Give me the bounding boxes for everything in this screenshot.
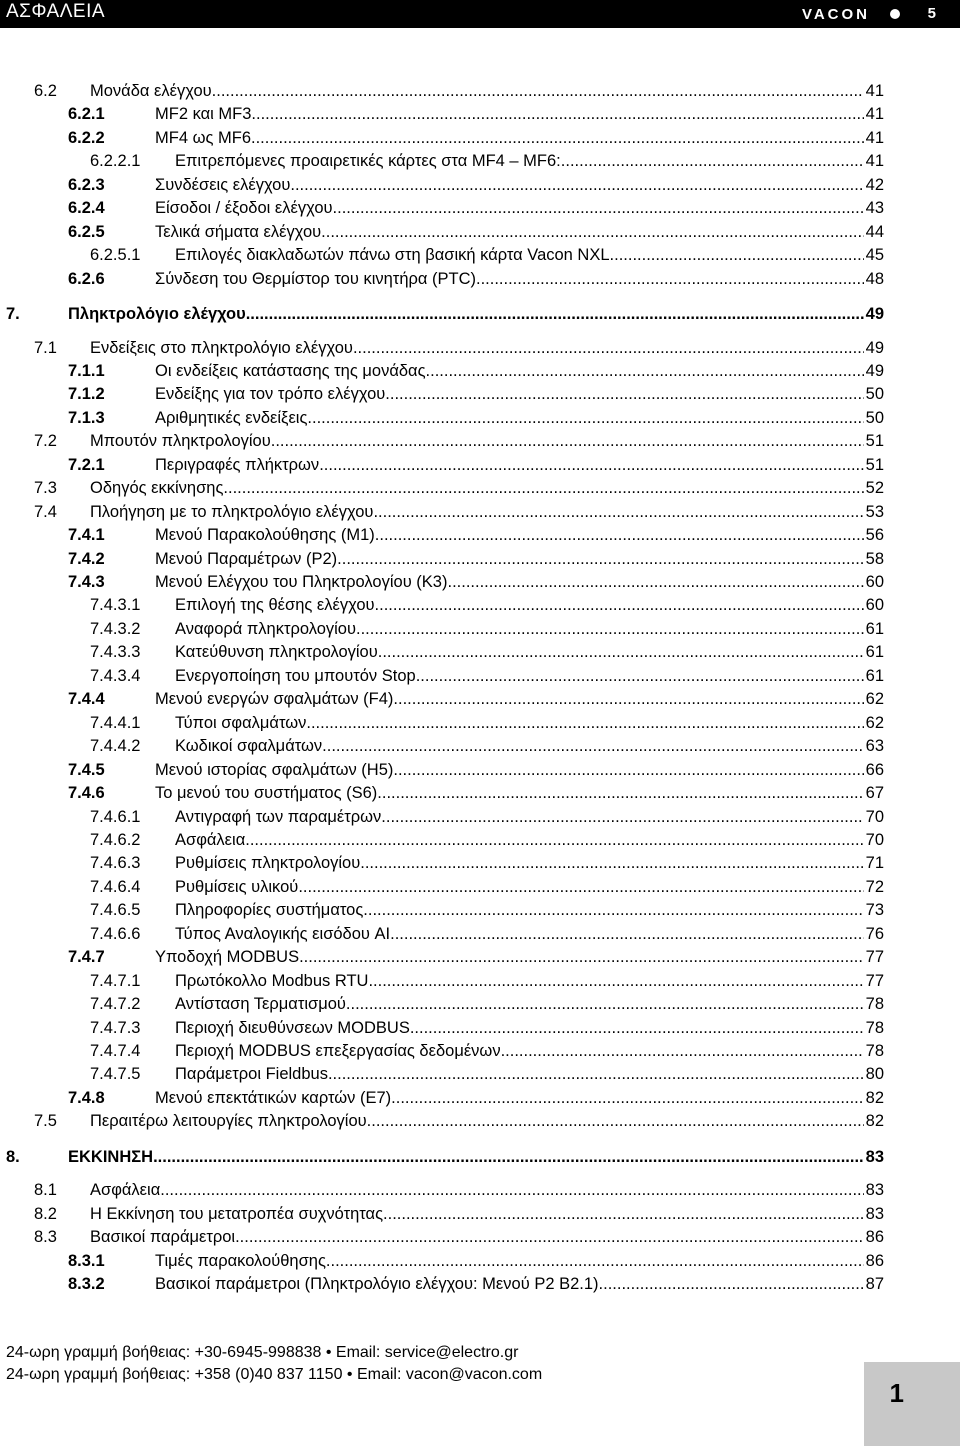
toc-leader-dots — [426, 360, 864, 382]
toc-entry-number: 8.1 — [34, 1181, 57, 1200]
toc-entry-page: 86 — [865, 1228, 884, 1247]
corner-page-number: 1 — [889, 1378, 904, 1408]
toc-entry-number: 7.4.3.4 — [90, 666, 141, 685]
toc-entry-page: 49 — [865, 338, 884, 357]
toc-entry[interactable] — [90, 876, 884, 898]
toc-entry-number: 7.4.6.1 — [90, 807, 141, 826]
header-page-number: 5 — [927, 5, 936, 22]
toc-entry-number: 7. — [6, 305, 20, 324]
toc-entry-title: Τιμές παρακολούθησης — [155, 1251, 326, 1270]
toc-leader-dots — [298, 876, 863, 898]
toc-leader-dots — [353, 337, 864, 359]
toc-entry-page: 67 — [865, 784, 884, 803]
toc-entry-page: 82 — [865, 1088, 884, 1107]
toc-entry-page: 51 — [865, 455, 884, 474]
toc-entry-title: Συνδέσεις ελέγχου — [155, 175, 291, 194]
toc-entry[interactable] — [68, 1087, 884, 1109]
toc-leader-dots — [333, 197, 864, 219]
toc-entry[interactable] — [68, 174, 884, 196]
toc-entry-title: Πληκτρολόγιο ελέγχου — [68, 305, 246, 324]
toc-entry-page: 60 — [865, 596, 884, 615]
toc-entry[interactable] — [68, 1273, 884, 1295]
toc-entry-title: Μενού Παραμέτρων (P2) — [155, 549, 338, 568]
toc-leader-dots — [245, 829, 863, 851]
toc-entry-title: Ρυθμίσεις υλικού — [175, 877, 299, 896]
toc-entry-page: 62 — [865, 713, 884, 732]
toc-entry[interactable] — [68, 268, 884, 290]
toc-entry-page: 77 — [865, 971, 884, 990]
toc-entry-number: 8.3.1 — [68, 1251, 105, 1270]
toc-entry-title: Υποδοχή MODBUS — [155, 948, 300, 967]
toc-entry[interactable] — [34, 501, 884, 523]
toc-leader-dots — [375, 524, 864, 546]
toc-entry[interactable] — [90, 1063, 884, 1085]
toc-leader-dots — [368, 970, 863, 992]
header-title: ΑΣΦΑΛΕΙΑ — [6, 1, 106, 22]
toc-entry-page: 56 — [865, 526, 884, 545]
toc-entry-title: Τύπος Αναλογικής εισόδου AI — [175, 924, 391, 943]
toc-entry-number: 6.2.4 — [68, 199, 105, 218]
toc-entry-page: 41 — [865, 82, 884, 100]
page-header — [0, 0, 960, 28]
toc-leader-dots — [501, 1040, 864, 1062]
toc-entry[interactable] — [34, 1203, 884, 1225]
toc-entry[interactable] — [90, 1017, 884, 1039]
toc-entry-number: 7.4.3.2 — [90, 619, 141, 638]
toc-entry-number: 7.4.7.3 — [90, 1018, 141, 1037]
toc-leader-dots — [235, 1226, 864, 1248]
toc-leader-dots — [212, 80, 864, 102]
toc-entry-number: 6.2 — [34, 82, 57, 100]
toc-entry-page: 70 — [865, 830, 884, 849]
toc-leader-dots — [328, 1063, 864, 1085]
toc-leader-dots — [251, 103, 863, 125]
toc-entry-page: 41 — [865, 105, 884, 124]
toc-leader-dots — [416, 665, 864, 687]
footer-line-2: 24-ωρη γραμμή βοήθειας: +358 (0)40 837 1150 • Email: vacon@vacon.com — [6, 1366, 543, 1383]
toc-entry-number: 7.4.6.4 — [90, 877, 141, 896]
toc-entry[interactable] — [90, 806, 884, 828]
toc-entry-title: Περιγραφές πλήκτρων — [155, 455, 320, 474]
toc-leader-dots — [391, 1087, 863, 1109]
toc-entry-number: 6.2.2.1 — [90, 152, 141, 171]
toc-leader-dots — [385, 383, 863, 405]
toc-entry-title: Βασικοί παράμετροι — [90, 1228, 236, 1247]
toc-entry[interactable] — [90, 712, 884, 734]
toc-entry-page: 78 — [865, 995, 884, 1014]
toc-entry-number: 7.4.6.6 — [90, 924, 141, 943]
toc-entry-number: 7.4.4.2 — [90, 737, 141, 756]
toc-entry-number: 7.4 — [34, 502, 57, 521]
toc-entry-title: MF2 και MF3 — [155, 105, 252, 124]
toc-entry-page: 43 — [865, 199, 884, 218]
toc-leader-dots — [610, 244, 864, 266]
toc-entry-page: 53 — [865, 502, 884, 521]
toc-leader-dots — [319, 454, 863, 476]
toc-entry-page: 41 — [865, 128, 884, 147]
toc-entry-number: 7.4.6.2 — [90, 830, 141, 849]
toc-entry-title: Ασφάλεια — [90, 1181, 161, 1200]
toc-entry[interactable] — [68, 383, 884, 405]
toc-entry-page: 49 — [865, 305, 884, 324]
toc-entry[interactable] — [90, 970, 884, 992]
toc-leader-dots — [393, 759, 863, 781]
toc-entry-page: 77 — [865, 948, 884, 967]
toc-entry[interactable] — [68, 127, 884, 149]
toc-leader-dots — [290, 174, 863, 196]
toc-entry-page: 66 — [865, 760, 884, 779]
toc-entry-page: 71 — [865, 854, 884, 873]
toc-entry[interactable] — [68, 571, 884, 593]
toc-entry-page: 82 — [865, 1112, 884, 1131]
toc-entry[interactable] — [90, 993, 884, 1015]
toc-entry-page: 83 — [865, 1147, 884, 1166]
toc-leader-dots — [390, 923, 864, 945]
toc-entry-number: 7.1.1 — [68, 361, 105, 380]
toc-entry-page: 70 — [865, 807, 884, 826]
toc-entry[interactable] — [90, 618, 884, 640]
toc-entry[interactable] — [68, 103, 884, 125]
toc-entry-number: 6.2.1 — [68, 105, 105, 124]
toc-entry-number: 8.3.2 — [68, 1275, 105, 1294]
brand-logo: VACON — [801, 6, 870, 23]
toc-entry[interactable] — [68, 782, 884, 804]
toc-entry[interactable] — [90, 150, 884, 172]
toc-entry[interactable] — [68, 360, 884, 382]
toc-leader-dots — [246, 303, 864, 325]
toc-entry-number: 7.5 — [34, 1112, 57, 1131]
toc-entry-title: Οι ενδείξεις κατάστασης της μονάδας — [155, 361, 426, 380]
toc-leader-dots — [381, 806, 863, 828]
footer — [6, 1342, 542, 1386]
toc-entry-number: 7.4.6 — [68, 784, 105, 803]
toc-leader-dots — [393, 688, 863, 710]
toc-entry-title: Το μενού του συστήματος (S6) — [155, 784, 378, 803]
toc-entry-page: 50 — [865, 408, 884, 427]
toc-entry-page: 83 — [865, 1181, 884, 1200]
toc-entry[interactable] — [34, 1226, 884, 1248]
toc-leader-dots — [256, 127, 864, 149]
toc-entry-page: 72 — [865, 877, 884, 896]
toc-entry-title: Πρωτόκολλο Modbus RTU — [175, 971, 369, 990]
toc-entry[interactable] — [90, 899, 884, 921]
toc-entry-number: 7.1 — [34, 338, 57, 357]
toc-leader-dots — [346, 993, 864, 1015]
toc-entry-title: Οδηγός εκκίνησης — [90, 479, 224, 498]
toc-entry-page: 61 — [865, 643, 884, 662]
toc-entry-title: Η Εκκίνηση του μετατροπέα συχνότητας — [90, 1204, 384, 1223]
toc-entry-title: Μενού Παρακολούθησης (M1) — [155, 526, 375, 545]
toc-entry-title: Περιοχή MODBUS επεξεργασίας δεδομένων — [175, 1042, 501, 1060]
toc-entry-title: Τελικά σήματα ελέγχου — [155, 222, 322, 241]
toc-entry-page: 45 — [865, 246, 884, 265]
bullet-icon — [890, 9, 900, 19]
toc-leader-dots — [326, 1250, 864, 1272]
toc-entry-title: MF4 ως MF6. — [155, 128, 256, 147]
toc-entry-title: Βασικοί παράμετροι (Πληκτρολόγιο ελέγχου: Μενού P2 B2.1) — [155, 1275, 599, 1294]
toc-entry[interactable] — [34, 1179, 884, 1201]
toc-leader-dots — [322, 735, 863, 757]
toc-entry-page: 83 — [865, 1204, 884, 1223]
toc-entry-page: 48 — [865, 269, 884, 288]
toc-entry-page: 78 — [865, 1018, 884, 1037]
toc-entry-title: Τύποι σφαλμάτων — [175, 713, 307, 732]
toc-entry-title: Επιλογή της θέσης ελέγχου — [175, 596, 375, 615]
toc-entry-number: 7.4.4 — [68, 690, 105, 709]
toc-entry-page: 42 — [865, 175, 884, 194]
toc-entry-page: 78 — [865, 1042, 884, 1060]
toc-entry-title: Αναφορά πληκτρολογίου — [175, 619, 357, 638]
corner-page-box — [864, 1362, 960, 1446]
toc-entry-page: 41 — [865, 152, 884, 171]
toc-entry-title: Είσοδοι / έξοδοι ελέγχου — [155, 199, 333, 218]
toc-entry-number: 7.2.1 — [68, 455, 105, 474]
toc-entry-title: Πληροφορίες συστήματος — [175, 901, 364, 920]
toc-entry[interactable] — [34, 80, 884, 102]
toc-entry[interactable] — [68, 688, 884, 710]
toc-entry-title: Κατεύθυνση πληκτρολογίου — [175, 643, 378, 662]
toc-entry-number: 7.2 — [34, 432, 57, 451]
toc-entry[interactable] — [68, 1250, 884, 1272]
toc-entry-number: 6.2.2 — [68, 128, 105, 147]
toc-entry-number: 7.4.4.1 — [90, 713, 141, 732]
toc-leader-dots — [271, 430, 864, 452]
toc-entry-title: Επιλογές διακλαδωτών πάνω στη βασική κάρτα Vacon NXL — [175, 246, 610, 265]
toc-entry-title: Μονάδα ελέγχου — [90, 82, 212, 100]
toc-entry-number: 7.4.7 — [68, 948, 105, 967]
toc-entry[interactable] — [6, 1146, 884, 1168]
toc-leader-dots — [375, 594, 864, 616]
toc-entry-number: 7.4.8 — [68, 1088, 105, 1107]
toc-entry-title: Αντίσταση Τερματισμού — [175, 995, 346, 1014]
toc-entry-number: 7.4.7.2 — [90, 995, 141, 1014]
toc-entry-title: Περαιτέρω λειτουργίες πληκτρολογίου — [90, 1112, 367, 1131]
toc-entry[interactable] — [34, 337, 884, 359]
toc-entry-number: 7.4.3.1 — [90, 596, 141, 615]
toc-entry-number: 6.2.6 — [68, 269, 105, 288]
toc-leader-dots — [299, 946, 864, 968]
toc-entry[interactable] — [34, 430, 884, 452]
toc-entry-title: Πλοήγηση με το πληκτρολόγιο ελέγχου — [90, 502, 374, 521]
toc-entry-title: Μενού ενεργών σφαλμάτων (F4) — [155, 690, 394, 709]
toc-entry[interactable] — [90, 829, 884, 851]
toc-entry[interactable] — [90, 244, 884, 266]
toc-entry-title: Μενού Ελέγχου του Πληκτρολογίου (K3) — [155, 573, 448, 591]
toc-entry[interactable] — [68, 197, 884, 219]
toc-entry-page: 58 — [865, 549, 884, 568]
toc-entry[interactable] — [90, 852, 884, 874]
toc-leader-dots — [363, 899, 863, 921]
toc-leader-dots — [306, 712, 863, 734]
toc-entry-page: 51 — [865, 432, 884, 451]
toc-entry-title: Ενδείξεις στο πληκτρολόγιο ελέγχου — [90, 338, 353, 357]
toc-entry[interactable] — [90, 735, 884, 757]
toc-entry-number: 7.4.7.1 — [90, 971, 141, 990]
toc-entry-number: 7.4.6.5 — [90, 901, 141, 920]
toc-entry-page: 63 — [865, 737, 884, 756]
toc-entry-title: Ασφάλεια — [175, 830, 246, 849]
toc-leader-dots — [367, 1110, 864, 1132]
toc-entry-page: 76 — [865, 924, 884, 943]
toc-entry[interactable] — [34, 1110, 884, 1132]
toc-entry[interactable] — [90, 641, 884, 663]
toc-leader-dots — [410, 1017, 864, 1039]
toc-entry[interactable] — [90, 923, 884, 945]
toc-entry[interactable] — [6, 303, 884, 325]
toc-leader-dots — [356, 618, 864, 640]
toc-entry[interactable] — [90, 665, 884, 687]
toc-entry[interactable] — [68, 454, 884, 476]
toc-entry-title: Αντιγραφή των παραμέτρων — [175, 807, 382, 826]
toc-entry-number: 7.4.7.5 — [90, 1065, 141, 1084]
toc-entry[interactable] — [90, 594, 884, 616]
toc-entry-title: Μενού ιστορίας σφαλμάτων (H5) — [155, 760, 394, 779]
toc-entry-title: Παράμετροι Fieldbus — [175, 1065, 328, 1084]
toc-entry[interactable] — [68, 221, 884, 243]
toc-entry-page: 49 — [865, 361, 884, 380]
toc-entry[interactable] — [68, 407, 884, 429]
toc-entry-page: 60 — [865, 573, 884, 591]
toc-entry-page: 73 — [865, 901, 884, 920]
toc-leader-dots — [360, 852, 863, 874]
toc-leader-dots — [377, 782, 863, 804]
toc-leader-dots — [307, 407, 863, 429]
toc-entry-number: 6.2.3 — [68, 175, 105, 194]
toc-leader-dots — [476, 268, 864, 290]
toc-entry-title: Ρυθμίσεις πληκτρολογίου — [175, 854, 361, 873]
toc-entry-page: 44 — [865, 222, 884, 241]
toc-entry-page: 61 — [865, 666, 884, 685]
toc-entry-number: 7.4.2 — [68, 549, 105, 568]
toc-entry-number: 8.2 — [34, 1204, 57, 1223]
toc-entry-title: Κωδικοί σφαλμάτων — [175, 737, 323, 756]
toc-entry-page: 86 — [865, 1251, 884, 1270]
toc-entry-title: Αριθμητικές ενδείξεις — [155, 408, 308, 427]
toc-leader-dots — [337, 548, 863, 570]
toc-entry[interactable] — [90, 1040, 884, 1062]
toc-entry-title: Σύνδεση του Θερμίστορ του κινητήρα (PTC) — [155, 269, 476, 288]
toc-leader-dots — [373, 501, 863, 523]
toc-entry[interactable] — [68, 524, 884, 546]
toc-entry-title: Περιοχή διευθύνσεων MODBUS — [175, 1018, 410, 1037]
toc-entry-number: 7.4.5 — [68, 760, 105, 779]
toc-leader-dots — [447, 571, 863, 593]
toc-entry-title: Ενδείξης για τον τρόπο ελέγχου — [155, 385, 386, 404]
toc-entry-number: 7.4.7.4 — [90, 1042, 141, 1060]
toc-entry-number: 7.3 — [34, 479, 57, 498]
toc-leader-dots — [383, 1203, 864, 1225]
toc-entry-page: 52 — [865, 479, 884, 498]
toc-entry-number: 7.1.2 — [68, 385, 105, 404]
toc-entry-number: 7.4.6.3 — [90, 854, 141, 873]
toc-entry-number: 8. — [6, 1147, 20, 1166]
toc-entry-title: Επιτρεπόμενες προαιρετικές κάρτες στα MF4 – MF6: — [175, 152, 561, 171]
toc-entry-number: 7.1.3 — [68, 408, 105, 427]
footer-line-1: 24-ωρη γραμμή βοήθειας: +30-6945-998838 • Email: service@electro.gr — [6, 1344, 519, 1361]
toc-entry-number: 7.4.3.3 — [90, 643, 141, 662]
toc-leader-dots — [378, 641, 864, 663]
toc-entry-page: 87 — [865, 1275, 884, 1294]
toc-leader-dots — [321, 221, 863, 243]
toc-entry-page: 61 — [865, 619, 884, 638]
toc-leader-dots — [599, 1273, 864, 1295]
toc-entry-number: 7.4.3 — [68, 573, 105, 591]
toc-entry[interactable] — [34, 477, 884, 499]
toc-entry-number: 6.2.5.1 — [90, 246, 141, 265]
toc-entry-number: 8.3 — [34, 1228, 57, 1247]
toc-entry-page: 80 — [865, 1065, 884, 1084]
toc-leader-dots — [153, 1146, 864, 1168]
toc-leader-dots — [160, 1179, 863, 1201]
toc-entry-page: 62 — [865, 690, 884, 709]
toc-entry-title: Μενού επεκτάτικών καρτών (E7) — [155, 1088, 392, 1107]
toc-entry[interactable] — [68, 759, 884, 781]
toc-entry-title: ΕΚΚΙΝΗΣΗ — [68, 1147, 154, 1166]
toc-entry-number: 7.4.1 — [68, 526, 105, 545]
toc-leader-dots — [561, 150, 864, 172]
toc-entry[interactable] — [68, 548, 884, 570]
toc-entry-number: 6.2.5 — [68, 222, 105, 241]
toc-entry[interactable] — [68, 946, 884, 968]
toc-entry-page: 50 — [865, 385, 884, 404]
toc-leader-dots — [223, 477, 863, 499]
toc-entry-title: Μπουτόν πληκτρολογίου — [90, 432, 271, 451]
toc-entry-title: Ενεργοποίηση του μπουτόν Stop — [175, 666, 416, 685]
